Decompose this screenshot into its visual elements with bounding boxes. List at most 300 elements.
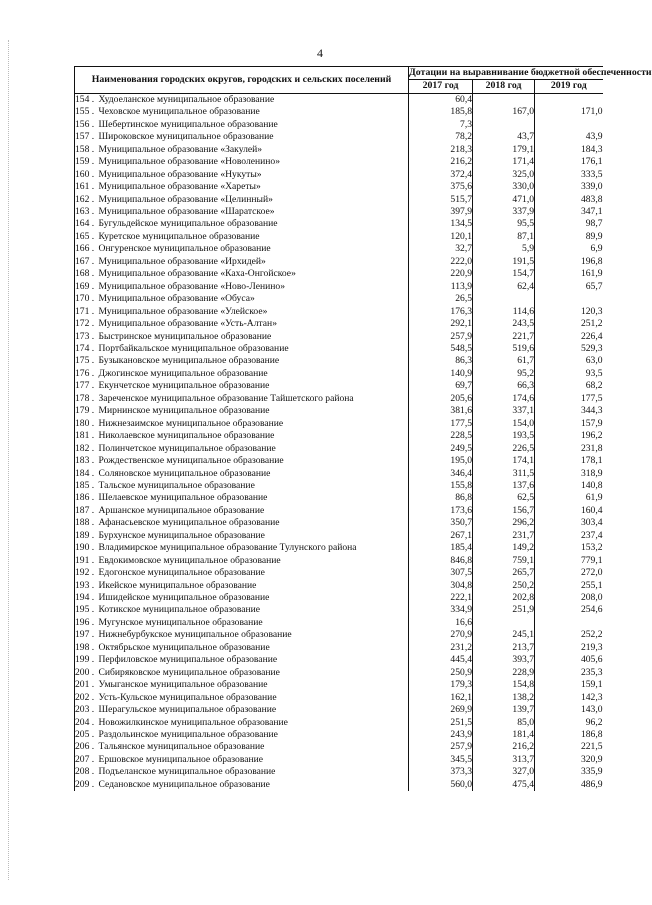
value-2018: 330,0: [473, 181, 535, 193]
value-2019: [535, 93, 603, 106]
row-number: 164 .: [75, 218, 99, 230]
value-2018: 313,7: [473, 754, 535, 766]
table-row: [75, 443, 603, 455]
row-number: 199 .: [75, 654, 99, 666]
value-2019: 176,1: [580, 156, 603, 168]
value-2019: 196,8: [580, 255, 603, 267]
municipality-name: Котикское муниципальное образование: [99, 604, 409, 616]
value-2019: 219,3: [580, 641, 603, 653]
municipality-name: Муниципальное образование «Улейское»: [99, 306, 409, 318]
municipality-name: Муниципальное образование «Новоленино»: [99, 156, 409, 168]
municipality-name: Икейское муниципальное образование: [99, 580, 409, 592]
municipality-name: Соляновское муниципальное образование: [99, 468, 409, 480]
value-2019: 140,8: [580, 479, 603, 491]
value-2017: 216,2: [409, 156, 473, 168]
value-2019: 483,8: [580, 193, 603, 205]
table-row: [75, 704, 603, 716]
row-number: 200 .: [75, 667, 99, 679]
table-row: [75, 331, 603, 343]
value-2019: 61,9: [585, 492, 603, 504]
table-row: [75, 93, 603, 106]
value-2018: 213,7: [473, 642, 535, 654]
value-2019: 335,9: [580, 766, 603, 778]
value-2018: 216,2: [473, 741, 535, 753]
municipality-name: Шерагульское муниципальное образование: [99, 704, 409, 716]
value-2018: 174,1: [473, 455, 535, 467]
row-number: 190 .: [75, 542, 99, 554]
row-number: 206 .: [75, 741, 99, 753]
table-row: [75, 169, 603, 181]
municipality-name: Подъеланское муниципальное образование: [99, 766, 409, 778]
row-number: 156 .: [75, 119, 99, 131]
value-2018: 265,7: [473, 567, 535, 579]
table-row: [75, 629, 603, 641]
value-2018: 759,1: [473, 555, 535, 567]
table-row: [75, 505, 603, 517]
row-number: 188 .: [75, 517, 99, 529]
municipality-name: Нижнебурбукское муниципальное образование: [99, 629, 409, 641]
municipality-name: Афанасьевское муниципальное образование: [99, 517, 409, 529]
row-number: 159 .: [75, 156, 99, 168]
municipality-name: Николаевское муниципальное образование: [99, 430, 409, 442]
value-2018: 311,5: [473, 468, 535, 480]
municipality-name: Ишидейское муниципальное образование: [99, 592, 409, 604]
municipality-name: Муниципальное образование «Каха-Онгойское»: [99, 268, 409, 280]
value-2017: 270,9: [409, 629, 473, 641]
row-number: 205 .: [75, 729, 99, 741]
value-2017: 32,7: [409, 243, 473, 255]
value-2019: 333,5: [580, 168, 603, 180]
value-2017: 515,7: [409, 194, 473, 206]
municipality-name: Куретское муниципальное образование: [99, 231, 409, 243]
row-number: 203 .: [75, 704, 99, 716]
value-2019: 344,3: [580, 405, 603, 417]
municipality-name: Муниципальное образование «Шаратское»: [99, 206, 409, 218]
value-2019: 143,0: [580, 704, 603, 716]
value-2019: 65,7: [585, 280, 603, 292]
value-2017: 345,5: [409, 754, 473, 766]
table-row: [75, 231, 603, 243]
table-row: [75, 368, 603, 380]
municipality-name: Муниципальное образование «Целинный»: [99, 194, 409, 206]
municipality-name: Бузыкановское муниципальное образование: [99, 355, 409, 367]
table-row: [75, 318, 603, 330]
table-row: [75, 642, 603, 654]
row-number: 182 .: [75, 443, 99, 455]
value-2019: 235,3: [580, 666, 603, 678]
value-2017: 177,5: [409, 418, 473, 430]
row-number: 196 .: [75, 617, 99, 629]
row-number: 177 .: [75, 380, 99, 392]
municipality-name: Шелаевское муниципальное образование: [99, 492, 409, 504]
value-2017: 307,5: [409, 567, 473, 579]
value-2017: 86,3: [409, 355, 473, 367]
row-number: 201 .: [75, 679, 99, 691]
table-row: [75, 430, 603, 442]
value-2017: 250,9: [409, 667, 473, 679]
row-number: 207 .: [75, 754, 99, 766]
municipality-name: Евдокимовское муниципальное образование: [99, 555, 409, 567]
table-row: [75, 131, 603, 143]
table-row: [75, 306, 603, 318]
value-2018: 139,7: [473, 704, 535, 716]
value-2017: 445,4: [409, 654, 473, 666]
municipality-name: Мирнинское муниципальное образование: [99, 405, 409, 417]
value-2017: 304,8: [409, 580, 473, 592]
municipality-name: Тальянское муниципальное образование: [99, 741, 409, 753]
value-2019: 347,1: [580, 205, 603, 217]
table-row: [75, 181, 603, 193]
value-2018: 85,0: [473, 717, 535, 729]
value-2018: 43,7: [473, 131, 535, 143]
row-number: 174 .: [75, 343, 99, 355]
row-number: 161 .: [75, 181, 99, 193]
row-number: 169 .: [75, 281, 99, 293]
value-2017: 548,5: [409, 343, 473, 355]
value-2017: 179,3: [409, 679, 473, 691]
value-2018: 519,6: [473, 343, 535, 355]
value-2017: 78,2: [409, 131, 473, 143]
value-2017: 222,0: [409, 256, 473, 268]
municipality-name: Рождественское муниципальное образование: [99, 455, 409, 467]
table-row: [75, 455, 603, 467]
value-2017: 26,5: [409, 293, 473, 305]
table-row: [75, 766, 603, 778]
value-2017: 346,4: [409, 468, 473, 480]
municipality-name: Перфиловское муниципальное образование: [99, 654, 409, 666]
value-2019: 89,9: [585, 230, 603, 242]
municipality-name: Шебертинское муниципальное образование: [99, 119, 409, 131]
row-number: 191 .: [75, 555, 99, 567]
value-2017: 218,3: [409, 144, 473, 156]
value-2019: 405,6: [580, 654, 603, 666]
municipality-name: Аршанское муниципальное образование: [99, 505, 409, 517]
value-2018: 154,7: [473, 268, 535, 280]
header-year-2017: 2017 год: [409, 80, 473, 93]
header-year-2018: 2018 год: [473, 80, 535, 93]
value-2018: 5,9: [473, 243, 535, 255]
value-2019: 160,4: [580, 504, 603, 516]
value-2019: 159,1: [580, 679, 603, 691]
value-2017: 185,4: [409, 542, 473, 554]
municipality-name: Муниципальное образование «Усть-Алтан»: [99, 318, 409, 330]
value-2017: 205,6: [409, 393, 473, 405]
row-number: 155 .: [75, 106, 99, 118]
value-2018: 251,9: [473, 604, 535, 616]
table-row: [75, 106, 603, 118]
value-2018: 149,2: [473, 542, 535, 554]
municipality-name: Джогинское муниципальное образование: [99, 368, 409, 380]
value-2019: 254,6: [580, 604, 603, 616]
row-number: 170 .: [75, 293, 99, 305]
value-2017: 134,5: [409, 218, 473, 230]
municipality-name: Широковское муниципальное образование: [99, 131, 409, 143]
municipality-name: Онгуренское муниципальное образование: [99, 243, 409, 255]
row-number: 184 .: [75, 468, 99, 480]
table-row: [75, 355, 603, 367]
table-row: [75, 206, 603, 218]
value-2018: 154,0: [473, 418, 535, 430]
value-2019: 171,0: [580, 106, 603, 118]
row-number: 179 .: [75, 405, 99, 417]
value-2018: 87,1: [473, 231, 535, 243]
value-2018: 475,4: [473, 779, 535, 791]
table-row: [75, 468, 603, 480]
value-2017: 69,7: [409, 380, 473, 392]
value-2017: 195,0: [409, 455, 473, 467]
municipality-name: Муниципальное образование «Ново-Ленино»: [99, 281, 409, 293]
value-2019: 255,1: [580, 579, 603, 591]
row-number: 178 .: [75, 393, 99, 405]
value-2017: 222,1: [409, 592, 473, 604]
municipality-name: Муниципальное образование «Ирхидей»: [99, 256, 409, 268]
row-number: 187 .: [75, 505, 99, 517]
value-2019: 231,8: [580, 442, 603, 454]
value-2018: 471,0: [473, 194, 535, 206]
value-2017: 375,6: [409, 181, 473, 193]
value-2019: 6,9: [590, 243, 603, 255]
table-row: [75, 555, 603, 567]
header-year-2019: 2019 год: [535, 80, 603, 93]
municipality-name: Новожилкинское муниципальное образование: [99, 717, 409, 729]
value-2019: 68,2: [585, 380, 603, 392]
value-2017: 231,2: [409, 642, 473, 654]
row-number: 197 .: [75, 629, 99, 641]
table-body: [75, 93, 603, 791]
table-row: [75, 679, 603, 691]
value-2019: 43,9: [585, 131, 603, 143]
value-2019: 320,9: [580, 753, 603, 765]
row-number: 163 .: [75, 206, 99, 218]
row-number: 167 .: [75, 256, 99, 268]
municipality-name: Муниципальное образование «Нукуты»: [99, 169, 409, 181]
row-number: 172 .: [75, 318, 99, 330]
table-row: [75, 380, 603, 392]
value-2019: 779,1: [580, 554, 603, 566]
municipality-name: Октябрьское муниципальное образование: [99, 642, 409, 654]
value-2019: 221,5: [580, 741, 603, 753]
value-2019: 251,2: [580, 318, 603, 330]
value-2018: 221,7: [473, 331, 535, 343]
row-number: 173 .: [75, 331, 99, 343]
municipality-name: Ершовское муниципальное образование: [99, 754, 409, 766]
row-number: 171 .: [75, 306, 99, 318]
value-2018: 62,4: [473, 281, 535, 293]
subsidies-table: [74, 66, 652, 791]
municipality-name: Екунчетское муниципальное образование: [99, 380, 409, 392]
table-row: [75, 717, 603, 729]
row-number: 180 .: [75, 418, 99, 430]
value-2018: 337,9: [473, 206, 535, 218]
municipality-name: Сибиряковское муниципальное образование: [99, 667, 409, 679]
value-2019: 142,3: [580, 691, 603, 703]
value-2017: 16,6: [409, 617, 473, 629]
value-2018: 62,5: [473, 492, 535, 504]
value-2018: 231,7: [473, 530, 535, 542]
table-row: [75, 218, 603, 230]
table-row: [75, 580, 603, 592]
value-2017: 60,4: [409, 93, 473, 106]
value-2019: 529,3: [580, 342, 603, 354]
value-2019: 318,9: [580, 467, 603, 479]
value-2018: 167,0: [473, 106, 535, 118]
row-number: 160 .: [75, 169, 99, 181]
value-2018: 191,5: [473, 256, 535, 268]
value-2018: 337,1: [473, 405, 535, 417]
municipality-name: Полинчетское муниципальное образование: [99, 443, 409, 455]
value-2018: 296,2: [473, 517, 535, 529]
value-2019: 226,4: [580, 330, 603, 342]
value-2019: 184,3: [580, 143, 603, 155]
value-2017: 113,9: [409, 281, 473, 293]
table-row: [75, 293, 603, 305]
value-2019: 237,4: [580, 529, 603, 541]
value-2018: 250,2: [473, 580, 535, 592]
value-2019: 486,9: [580, 778, 603, 790]
value-2019: 186,8: [580, 729, 603, 741]
value-2018: 95,2: [473, 368, 535, 380]
table-row: [75, 156, 603, 168]
value-2017: 86,8: [409, 492, 473, 504]
header-subsidies-group: Дотации на выравнивание бюджетной обеспеченности: [409, 67, 652, 78]
value-2019: 339,0: [580, 181, 603, 193]
value-2018: 95,5: [473, 218, 535, 230]
table-row: [75, 592, 603, 604]
table-row: [75, 741, 603, 753]
table-row: [75, 268, 603, 280]
value-2018: 174,6: [473, 393, 535, 405]
row-number: 158 .: [75, 144, 99, 156]
value-2017: 381,6: [409, 405, 473, 417]
row-number: 166 .: [75, 243, 99, 255]
municipality-name: Муниципальное образование «Обуса»: [99, 293, 409, 305]
value-2019: 272,0: [580, 567, 603, 579]
value-2018: 138,2: [473, 692, 535, 704]
municipality-name: Умыганское муниципальное образование: [99, 679, 409, 691]
value-2018: 327,0: [473, 766, 535, 778]
value-2018: 202,8: [473, 592, 535, 604]
row-number: 162 .: [75, 194, 99, 206]
value-2017: 251,5: [409, 717, 473, 729]
row-number: 175 .: [75, 355, 99, 367]
table-row: [75, 530, 603, 542]
value-2018: 245,1: [473, 629, 535, 641]
table-row: [75, 754, 603, 766]
value-2017: 257,9: [409, 741, 473, 753]
value-2018: 171,4: [473, 156, 535, 168]
row-number: 165 .: [75, 231, 99, 243]
row-number: 195 .: [75, 604, 99, 616]
value-2018: 156,7: [473, 505, 535, 517]
table-row: [75, 418, 603, 430]
value-2018: 226,5: [473, 443, 535, 455]
value-2019: [535, 293, 603, 305]
value-2018: [473, 93, 535, 106]
municipality-name: Портбайкальское муниципальное образование: [99, 343, 409, 355]
municipality-name: Нижнезаимское муниципальное образование: [99, 418, 409, 430]
value-2017: 243,9: [409, 729, 473, 741]
row-number: 185 .: [75, 480, 99, 492]
row-number: 192 .: [75, 567, 99, 579]
municipality-name: Чеховское муниципальное образование: [99, 106, 409, 118]
value-2018: [473, 617, 535, 629]
table-row: [75, 542, 603, 554]
value-2017: 397,9: [409, 206, 473, 218]
value-2017: 269,9: [409, 704, 473, 716]
municipality-name: Раздольинское муниципальное образование: [99, 729, 409, 741]
row-number: 157 .: [75, 131, 99, 143]
value-2018: 243,5: [473, 318, 535, 330]
table-row: [75, 393, 603, 405]
value-2017: 560,0: [409, 779, 473, 791]
table-row: [75, 517, 603, 529]
table-row: [75, 405, 603, 417]
value-2017: 334,9: [409, 604, 473, 616]
value-2018: 114,6: [473, 306, 535, 318]
value-2017: 176,3: [409, 306, 473, 318]
municipality-name: Муниципальное образование «Закулей»: [99, 144, 409, 156]
value-2018: 193,5: [473, 430, 535, 442]
value-2017: 257,9: [409, 331, 473, 343]
table-row: [75, 729, 603, 741]
value-2018: [473, 293, 535, 305]
value-2019: 63,0: [585, 355, 603, 367]
value-2017: 228,5: [409, 430, 473, 442]
value-2018: 154,8: [473, 679, 535, 691]
value-2017: 292,1: [409, 318, 473, 330]
table-row: [75, 617, 603, 629]
row-number: 193 .: [75, 580, 99, 592]
value-2018: 137,6: [473, 480, 535, 492]
municipality-name: Усть-Кульское муниципальное образование: [99, 692, 409, 704]
value-2017: 7,3: [409, 119, 473, 131]
table-row: [75, 343, 603, 355]
row-number: 186 .: [75, 492, 99, 504]
table-row: [75, 144, 603, 156]
table-row: [75, 692, 603, 704]
header-municipality-name: Наименования городских округов, городских и сельских поселений: [75, 67, 409, 94]
value-2019: [535, 617, 603, 629]
value-2018: 228,9: [473, 667, 535, 679]
table-row: [75, 604, 603, 616]
value-2018: 179,1: [473, 144, 535, 156]
value-2019: 196,2: [580, 430, 603, 442]
value-2018: 181,4: [473, 729, 535, 741]
row-number: 202 .: [75, 692, 99, 704]
value-2017: 140,9: [409, 368, 473, 380]
value-2019: 252,2: [580, 629, 603, 641]
table-row: [75, 492, 603, 504]
table-row: [75, 243, 603, 255]
table-row: [75, 194, 603, 206]
row-number: 198 .: [75, 642, 99, 654]
municipality-name: Едогонское муниципальное образование: [99, 567, 409, 579]
row-number: 208 .: [75, 766, 99, 778]
value-2017: 155,8: [409, 480, 473, 492]
value-2019: 157,9: [580, 417, 603, 429]
table-row: [75, 667, 603, 679]
table-row: [75, 480, 603, 492]
municipality-name: Седановское муниципальное образование: [99, 779, 409, 791]
value-2017: 267,1: [409, 530, 473, 542]
value-2019: 93,5: [585, 367, 603, 379]
value-2019: 178,1: [580, 455, 603, 467]
row-number: 168 .: [75, 268, 99, 280]
municipality-name: Зареченское муниципальное образование Тайшетского района: [99, 393, 409, 405]
value-2019: 153,2: [580, 542, 603, 554]
value-2017: 373,3: [409, 766, 473, 778]
value-2017: 846,8: [409, 555, 473, 567]
